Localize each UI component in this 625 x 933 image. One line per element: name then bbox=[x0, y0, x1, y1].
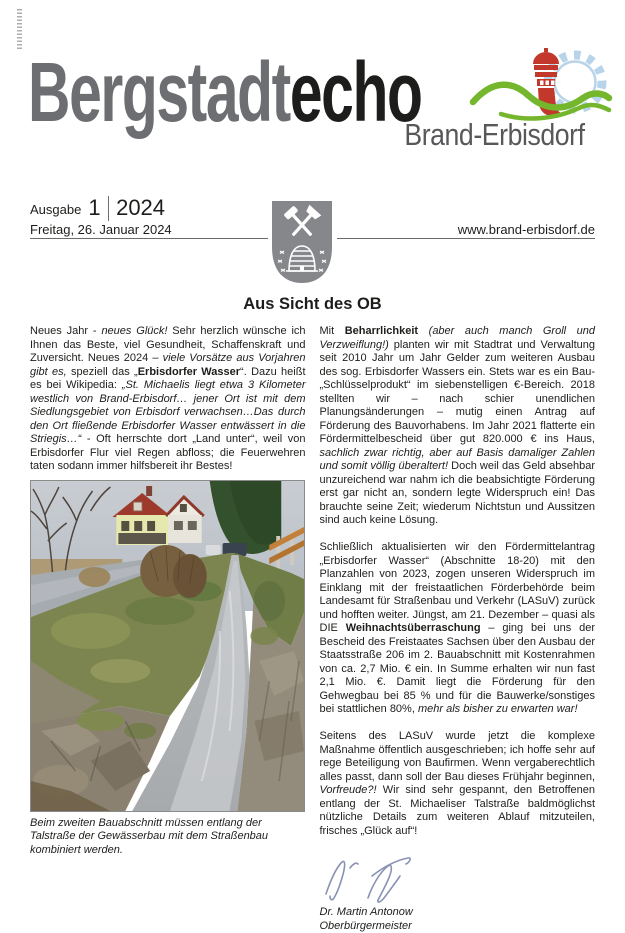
print-registration-mark bbox=[17, 9, 22, 49]
issue-number: 1 bbox=[88, 195, 101, 220]
masthead-title bbox=[28, 45, 422, 139]
paragraph-1: Mit Beharrlichkeit (aber auch manch Groll und Verzweiflung!) planten wir mit Stadtrat und Verwaltung seit 2010 Jahr um Jahr Gelder zum weiteren Ausbau des sog. Erbisdorfer Wassers ein. Stets war es ein Bau-„Schlüsselprodukt“ im siebenstelligen €-Bereich. 2018 stellten wir – nach schier unendlichen Planungsänderungen – mutig einen Antrag auf Förderung des Bauvorhabens. Im Jahr 2021 flatterte ein Fördermittelbescheid über gut 820.000 € ins Haus, sachlich zwar richtig, aber auf Basis damaliger Zahlen und somit völlig überaltert! Doch weil das Geld absehbar unzureichend war nahm ich die beabsichtigte Förderung erst gar nicht an, sondern legte Widerspruch ein! Das brauchte seine Zeit; wiederum Nichtstun und Aussitzen sind auch keine Lösung. bbox=[319, 325, 595, 526]
masthead-title-part1: Bergstadt bbox=[28, 45, 290, 139]
masthead-subtitle: Brand-Erbisdorf bbox=[404, 117, 585, 152]
creek-photo-image bbox=[30, 480, 305, 812]
masthead-title-part2: echo bbox=[289, 45, 422, 139]
header-rule-right bbox=[337, 238, 595, 239]
issue-date: Freitag, 26. Januar 2024 bbox=[30, 222, 172, 237]
signatory-name: Dr. Martin Antonow bbox=[319, 906, 413, 918]
issue-label: Ausgabe bbox=[30, 202, 82, 217]
paragraph-2: Schließlich aktualisierten wir den Fördermittelantrag „Erbisdorfer Wasser“ (Abschnitte 18-20) mit den Planzahlen von 2023, zogen unseren Widerspruch im Einklang mit der freistaatlichen Förderbehörde beim Landesamt für Straßenbau und Verkehr (LASuV) zurück und hofften weiter. Jüngst, am 21. Dezember – quasi als DIE Weihnachtsüberraschung – ging bei uns der Bescheid des Freistaates Sachsen über den Ausbau der Staatsstraße 206 im 2. Bauabschnitt mit Kostenrahmen von ca. 2,7 Mio. € ein. In Summe erhalten wir nun fast 2,1 Mio. €. Damit liegt die Förderung für den Gehwegbau bei 85 % und für die Bauwerke/sonstiges bei stattlichen 80%, mehr als bisher zu erwarten war! bbox=[319, 541, 595, 715]
header-rule-left bbox=[30, 238, 268, 239]
right-column bbox=[320, 325, 596, 933]
signature-handwriting-icon bbox=[320, 848, 435, 903]
website-link[interactable]: www.brand-erbisdorf.de bbox=[457, 222, 595, 237]
issue-year: 2024 bbox=[116, 195, 166, 220]
photo-caption: Beim zweiten Bauabschnitt müssen entlang der Talstraße der Gewässerbau mit dem Straßenbau kombiniert werden. bbox=[30, 816, 269, 856]
coat-of-arms-icon bbox=[270, 199, 334, 285]
photo-figure bbox=[30, 480, 306, 858]
paragraph-3: Seitens des LASuV wurde jetzt die komplexe Maßnahme öffentlich ausgeschrieben; ich hoffe sehr auf rege Beteiligung von Baufirmen. Wenn vergaberechtlich alles passt, dann soll der Bau dieses Frühjahr beginnen, Vorfreude?! Wir sind sehr gespannt, den Betroffenen entlang der St. Michaeliser Talstraße baldmöglichst nützliche Details zum weiteren Ablauf mitzuteilen, frisches „Glück auf“! bbox=[319, 730, 595, 837]
issue-separator bbox=[108, 196, 110, 221]
signatory-title: Oberbürgermeister bbox=[319, 920, 412, 932]
article bbox=[30, 295, 595, 933]
article-title: Aus Sicht des OB bbox=[243, 295, 382, 313]
issue-info bbox=[30, 196, 172, 237]
lead-paragraph: Neues Jahr - neues Glück! Sehr herzlich wünsche ich Ihnen das Beste, viel Gesundheit, Schaffenskraft und Zuversicht. Neues 2024 – viele Vorsätze aus Vorjahren gibt es, speziell das „Erbisdorfer Wasser“. Dazu heißt es bei Wikipedia: „St. Michaelis liegt etwa 3 Kilometer westlich von Brand-Erbisdorf… jener Ort ist mit dem Siedlungsgebiet von Erbisdorf verwachsen…Das durch den Ort fließende Erbisdorfer Wasser entwässert in die Striegis…“ - Oft herrschte dort „Land unter“, weil von Erbisdorfer Flur viel Regen abfloss; die Feuerwehren taten sodann immer hilfsbereit ihr Bestes! bbox=[30, 325, 306, 472]
parked-van bbox=[206, 545, 221, 555]
left-column bbox=[30, 325, 306, 933]
